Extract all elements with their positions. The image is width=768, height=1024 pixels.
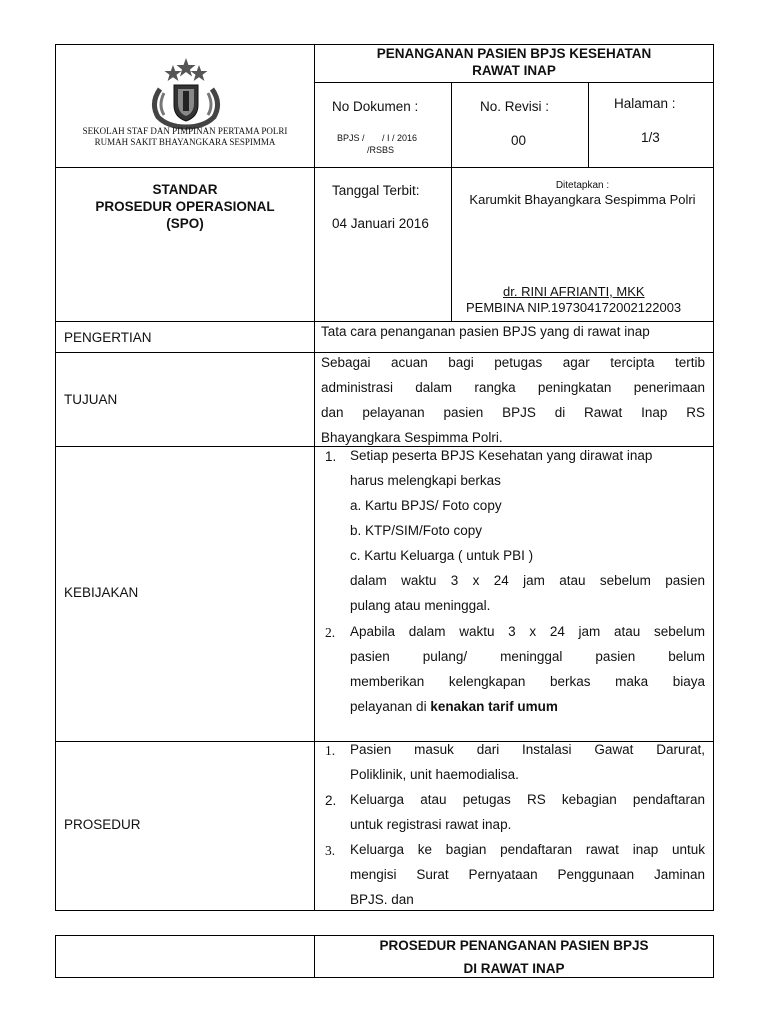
no-revisi-value: 00 [511,133,527,148]
prosedur-label: PROSEDUR [64,817,141,832]
halaman-value: 1/3 [641,130,660,145]
emphasis-text: kenakan tarif umum [430,699,558,714]
tanggal-terbit-label: Tanggal Terbit: [332,183,420,198]
spo-title-line-3: (SPO) [166,216,204,231]
pengertian-text: Tata cara penanganan pasien BPJS yang di rawat inap [321,324,650,339]
list-item [350,694,558,719]
list-item: Keluarga atau petugas RS kebagian pendaftaran [350,792,705,807]
institution-line-2: RUMAH SAKIT BHAYANGKARA SESPIMMA [94,137,276,147]
kebijakan-label: KEBIJAKAN [64,585,139,600]
list-item: Keluarga ke bagian pendaftaran rawat inap untuk [350,842,705,857]
list-number: 1. [325,449,337,464]
tanggal-terbit-value: 04 Januari 2016 [332,216,429,231]
list-item: harus melengkapi berkas [350,473,501,488]
list-item: a. Kartu BPJS/ Foto copy [350,498,502,513]
list-item: Pasien masuk dari Instalasi Gawat Darurat, [350,742,705,757]
list-number: 3. [325,843,336,858]
tujuan-line: Bhayangkara Sespimma Polri. [321,430,503,445]
spo-title-line-2: PROSEDUR OPERASIONAL [95,199,275,214]
list-item: pasien pulang/ meninggal pasien belum [350,649,705,664]
police-emblem-icon [140,55,232,131]
list-item: Poliklinik, unit haemodialisa. [350,767,519,782]
list-number: 2. [325,793,337,808]
second-table-title-line-2: DI RAWAT INAP [463,961,565,976]
ditetapkan-label: Ditetapkan : [555,180,610,191]
ditetapkan-by: Karumkit Bhayangkara Sespimma Polri [469,192,696,207]
tujuan-line: Sebagai acuan bagi petugas agar tercipta tertib [321,355,705,370]
list-item: mengisi Surat Pernyataan Penggunaan Jaminan [350,867,705,882]
tujuan-label: TUJUAN [64,392,118,407]
signer-name: dr. RINI AFRIANTI, MKK [503,284,645,299]
no-revisi-label: No. Revisi : [480,99,550,114]
tujuan-line: administrasi dalam rangka peningkatan penerimaan [321,380,705,395]
institution-line-1: SEKOLAH STAF DAN PIMPINAN PERTAMA POLRI [82,126,288,136]
document-title-line-2: RAWAT INAP [472,63,556,78]
list-item-text: pelayanan di [350,699,431,714]
list-item: untuk registrasi rawat inap. [350,817,512,832]
list-item: c. Kartu Keluarga ( untuk PBI ) [350,548,534,563]
tujuan-line: dan pelayanan pasien BPJS di Rawat Inap RS [321,405,705,420]
list-item: pulang atau meninggal. [350,598,491,613]
list-number: 2. [325,625,336,640]
pengertian-label: PENGERTIAN [64,330,152,345]
second-table-title-line-1: PROSEDUR PENANGANAN PASIEN BPJS [379,938,649,953]
list-item: b. KTP/SIM/Foto copy [350,523,483,538]
list-item: Setiap peserta BPJS Kesehatan yang dirawat inap [350,448,653,463]
list-item: BPJS. dan [350,892,414,907]
no-dokumen-value-suffix: /RSBS [367,145,395,155]
spo-title-line-1: STANDAR [152,182,218,197]
list-number: 1. [325,743,336,758]
list-item: dalam waktu 3 x 24 jam atau sebelum pasien [350,573,705,588]
list-item: Apabila dalam waktu 3 x 24 jam atau sebelum [350,624,705,639]
halaman-label: Halaman : [614,96,676,111]
no-dokumen-label: No Dokumen : [332,99,419,114]
no-dokumen-value: BPJS / / I / 2016 [337,133,418,143]
signer-nip: PEMBINA NIP.197304172002122003 [466,300,682,315]
document-title-line-1: PENANGANAN PASIEN BPJS KESEHATAN [376,46,652,61]
list-item: memberikan kelengkapan berkas maka biaya [350,674,705,689]
